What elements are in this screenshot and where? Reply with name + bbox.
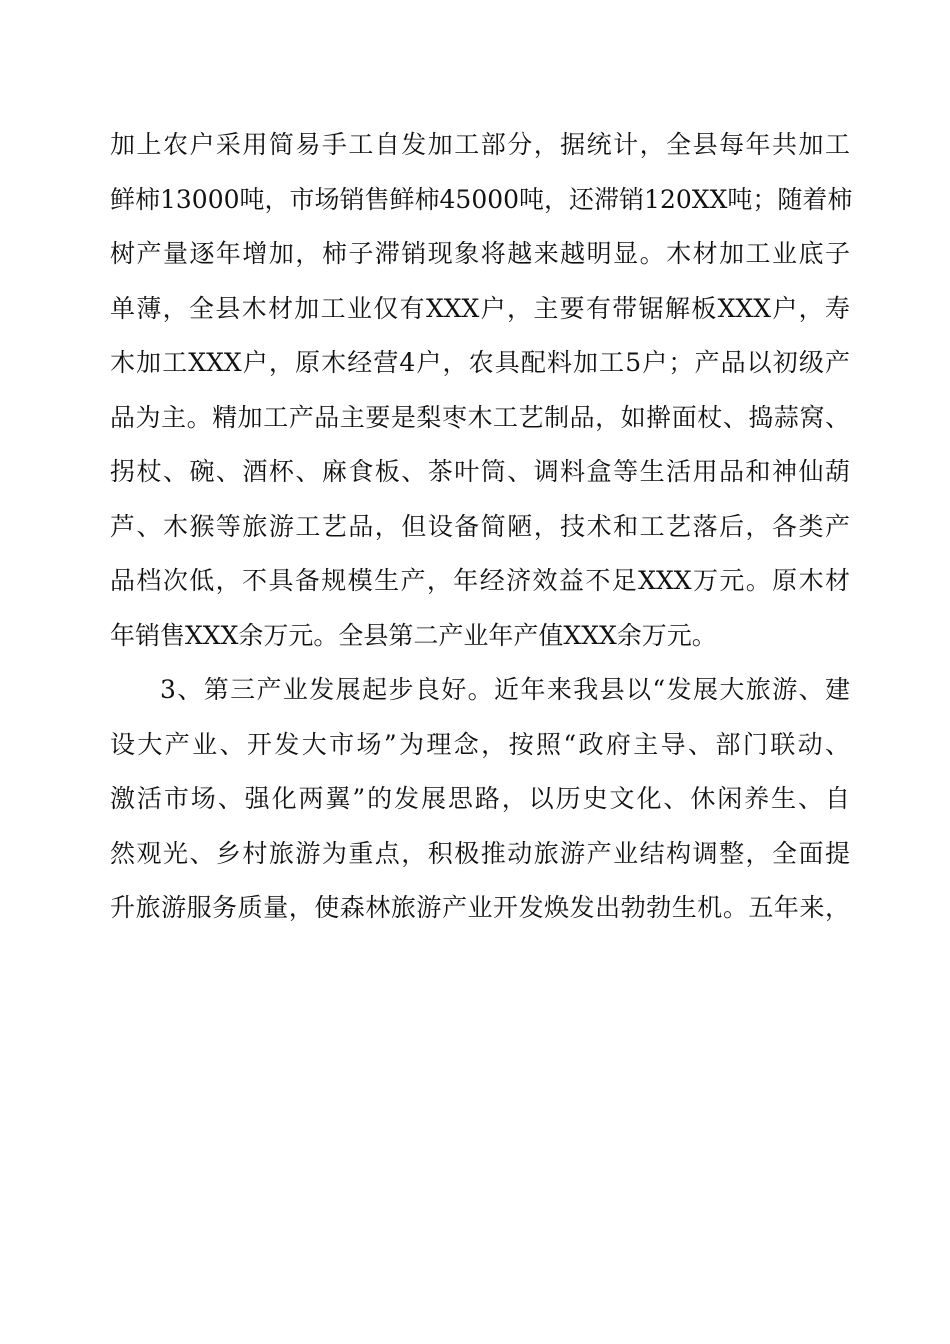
text-line: 芦、木猴等旅游工艺品，但设备简陋，技术和工艺落后，各类产	[110, 511, 850, 541]
text-line: 3、第三产业发展起步良好。近年来我县以“发展大旅游、建	[160, 675, 850, 704]
text-line: 品为主。精加工产品主要是梨枣木工艺制品，如擀面杖、捣蒜窝、	[110, 402, 850, 432]
text-line: 激活市场、强化两翼”的发展思路，以历史文化、休闲养生、自	[110, 784, 850, 813]
text-line: 加上农户采用简易手工自发加工部分，据统计，全县每年共加工	[110, 130, 850, 159]
text-line: 然观光、乡村旅游为重点，积极推动旅游产业结构调整，全面提	[110, 838, 850, 868]
text-line: 年销售XXX余万元。全县第二产业年产值XXX余万元。	[110, 620, 717, 650]
text-line: 鲜柿13000吨，市场销售鲜柿45000吨，还滞销120XX吨；随着柿	[110, 184, 853, 214]
text-line: 木加工XXX户，原木经营4户，农具配料加工5户；产品以初级产	[110, 348, 850, 377]
text-line: 树产量逐年增加，柿子滞销现象将越来越明显。木材加工业底子	[110, 239, 850, 268]
paragraph-wood-processing	[110, 118, 853, 663]
text-line: 品档次低，不具备规模生产，年经济效益不足XXX万元。原木材	[110, 566, 850, 595]
text-line: 设大产业、开发大市场”为理念，按照“政府主导、部门联动、	[110, 729, 850, 759]
text-line: 拐杖、碗、酒杯、麻食板、茶叶筒、调料盒等生活用品和神仙葫	[110, 457, 850, 486]
text-line: 升旅游服务质量，使森林旅游产业开发焕发出勃勃生机。五年来，	[110, 893, 850, 922]
paragraph-tertiary-industry	[110, 663, 850, 936]
document-body	[110, 118, 853, 936]
text-line: 单薄，全县木材加工业仅有XXX户，主要有带锯解板XXX户，寿	[110, 293, 850, 323]
